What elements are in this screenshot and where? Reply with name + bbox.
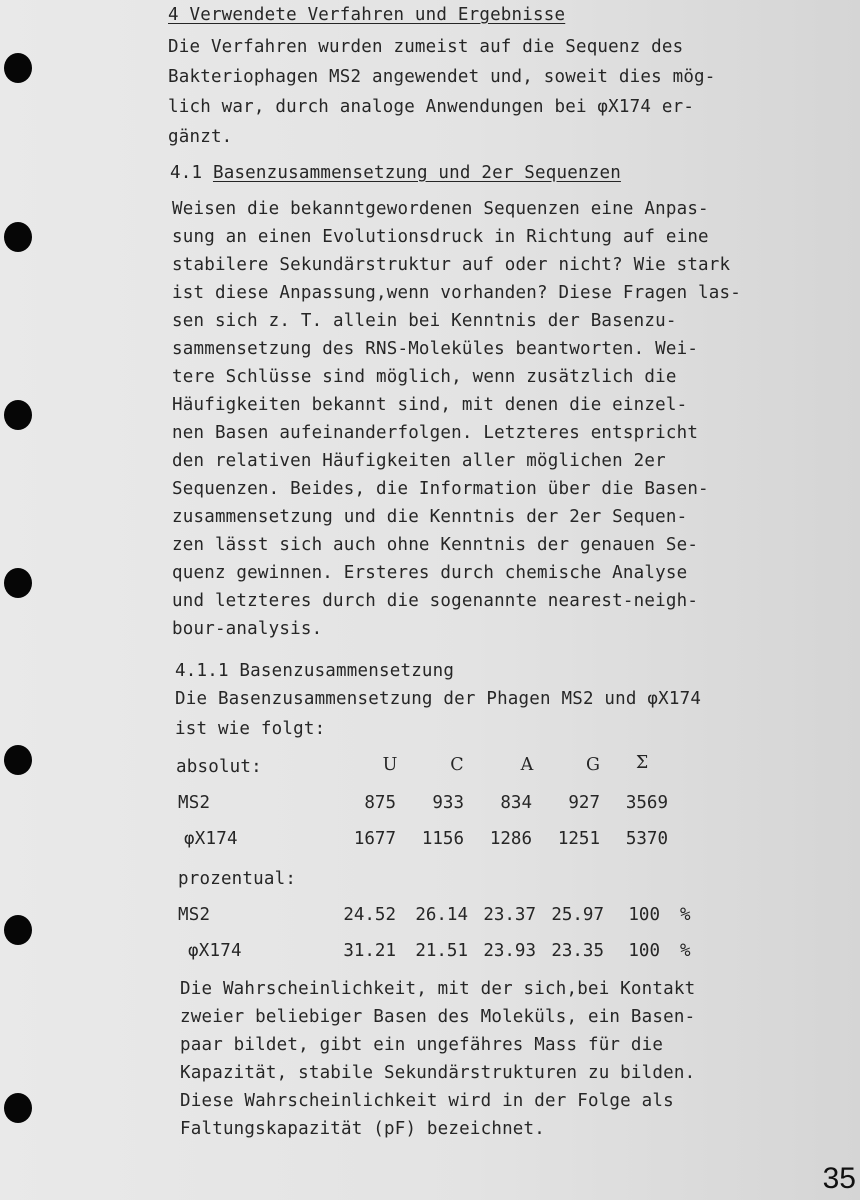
table-cell: 875 (364, 793, 396, 813)
row-label: MS2 (178, 905, 211, 925)
paragraph-line: zweier beliebiger Basen des Moleküls, ein Basen- (180, 1007, 696, 1027)
table-cell: 24.52 (343, 905, 396, 925)
table-cell: 21.51 (415, 941, 468, 961)
paragraph-line: Weisen die bekanntgewordenen Sequenzen eine Anpas- (172, 199, 709, 219)
table-cell: 933 (432, 793, 464, 813)
punch-hole (4, 222, 32, 252)
paragraph-line: sammensetzung des RNS-Moleküles beantworten. Wei- (172, 339, 699, 359)
table-cell: 23.35 (551, 941, 604, 961)
paragraph-line: Die Wahrscheinlichkeit, mit der sich,bei Kontakt (180, 979, 696, 999)
paragraph-line: Faltungskapazität (pF) bezeichnet. (180, 1119, 546, 1139)
column-header: Σ (635, 753, 649, 773)
paragraph-line: den relativen Häufigkeiten aller möglichen 2er (172, 451, 666, 471)
paragraph-line: Die Basenzusammensetzung der Phagen MS2 und φX174 (175, 689, 702, 709)
row-label: φX174 (184, 829, 238, 849)
punch-hole (4, 1093, 32, 1123)
table-cell: 834 (500, 793, 532, 813)
paragraph-line: Die Verfahren wurden zumeist auf die Sequenz des (168, 37, 684, 57)
section-heading-4: 4 Verwendete Verfahren und Ergebnisse (168, 5, 566, 25)
paragraph-line: nen Basen aufeinanderfolgen. Letzteres entspricht (172, 423, 699, 443)
row-label: φX174 (188, 941, 242, 961)
table-cell: 23.37 (483, 905, 536, 925)
table-cell: 5370 (625, 829, 668, 849)
punch-hole (4, 915, 32, 945)
section-heading-4-1-1: 4.1.1 Basenzusammensetzung (175, 661, 455, 681)
paragraph-line: Kapazität, stabile Sekundärstrukturen zu bilden. (180, 1063, 696, 1083)
punch-hole (4, 745, 32, 775)
table-cell: 25.97 (551, 905, 604, 925)
paragraph-line: tere Schlüsse sind möglich, wenn zusätzlich die (172, 367, 677, 387)
column-header: G (586, 755, 600, 775)
table-cell: 3569 (625, 793, 668, 813)
column-header: C (450, 755, 464, 775)
table-cell: 1286 (489, 829, 532, 849)
column-header: U (382, 755, 398, 775)
paragraph-line: sung an einen Evolutionsdruck in Richtung auf eine (172, 227, 709, 247)
table-cell: 31.21 (343, 941, 396, 961)
table-cell: 927 (568, 793, 600, 813)
punch-hole (4, 53, 32, 83)
row-label: MS2 (178, 793, 211, 813)
unit-percent: % (680, 905, 691, 925)
punch-hole (4, 400, 32, 430)
paragraph-line: paar bildet, gibt ein ungefähres Mass für die (180, 1035, 664, 1055)
table-label-absolut: absolut: (176, 757, 262, 777)
section-number: 4.1 (170, 163, 203, 183)
punch-hole (4, 568, 32, 598)
column-header: A (520, 755, 534, 775)
paragraph-line: gänzt. (168, 127, 233, 147)
page-number: 35 (822, 1162, 856, 1195)
table-label-prozentual: prozentual: (178, 869, 297, 889)
unit-percent: % (680, 941, 691, 961)
paragraph-line: Häufigkeiten bekannt sind, mit denen die einzel- (172, 395, 688, 415)
paragraph-line: Sequenzen. Beides, die Information über die Basen- (172, 479, 709, 499)
paragraph-line: stabilere Sekundärstruktur auf oder nicht? Wie stark (172, 255, 731, 275)
paragraph-line: ist diese Anpassung,wenn vorhanden? Diese Fragen las- (172, 283, 742, 303)
paragraph-line: lich war, durch analoge Anwendungen bei φX174 er- (168, 97, 695, 117)
table-cell: 100 (628, 905, 660, 925)
paragraph-line: bour-analysis. (172, 619, 323, 639)
table-cell: 1251 (557, 829, 600, 849)
table-cell: 23.93 (483, 941, 536, 961)
table-cell: 100 (628, 941, 660, 961)
paragraph-line: ist wie folgt: (175, 719, 326, 739)
table-cell: 1156 (421, 829, 464, 849)
table-cell: 26.14 (415, 905, 468, 925)
section-heading-4-1 (170, 162, 621, 184)
paragraph-line: quenz gewinnen. Ersteres durch chemische Analyse (172, 563, 688, 583)
paragraph-line: sen sich z. T. allein bei Kenntnis der Basenzu- (172, 311, 677, 331)
paragraph-line: Bakteriophagen MS2 angewendet und, soweit dies mög- (168, 67, 716, 87)
table-cell: 1677 (353, 829, 396, 849)
section-title: Basenzusammensetzung und 2er Sequenzen (212, 163, 621, 183)
paragraph-line: Diese Wahrscheinlichkeit wird in der Folge als (180, 1091, 674, 1111)
paragraph-line: zen lässt sich auch ohne Kenntnis der genauen Se- (172, 535, 699, 555)
paragraph-line: zusammensetzung und die Kenntnis der 2er Sequen- (172, 507, 688, 527)
paragraph-line: und letzteres durch die sogenannte nearest-neigh- (172, 591, 699, 611)
